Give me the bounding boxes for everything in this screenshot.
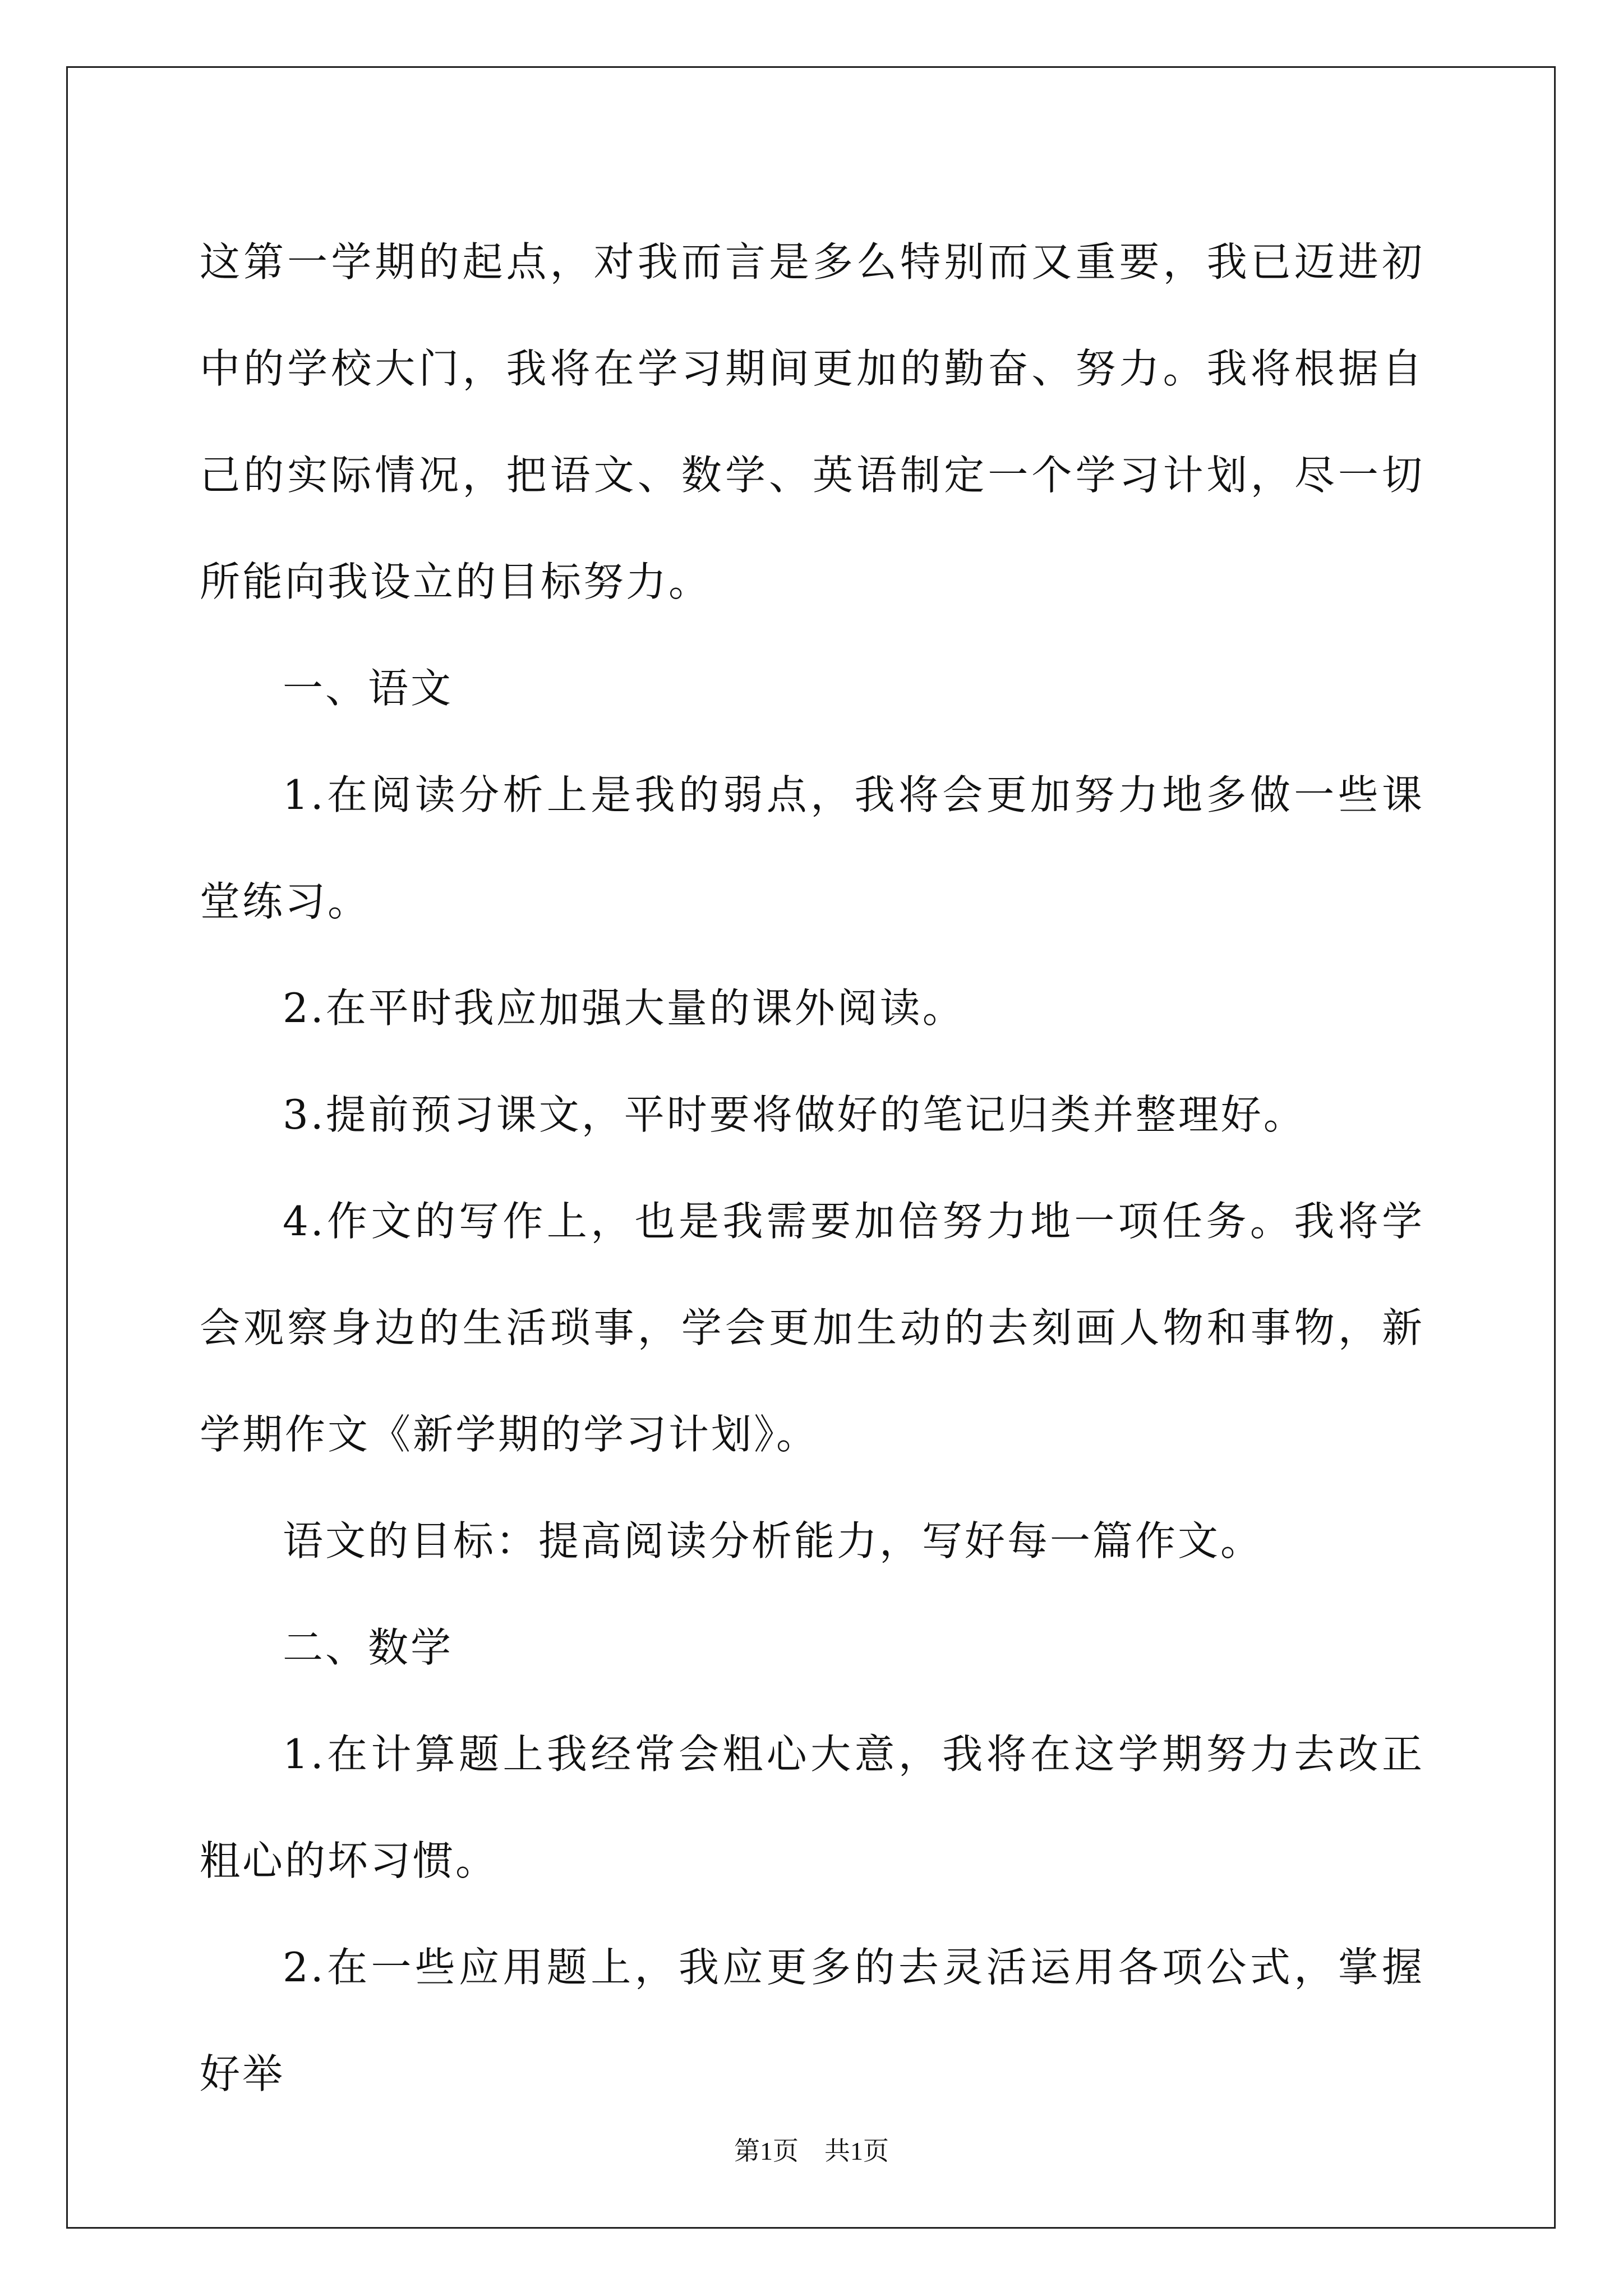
paragraph-math-1: 1.在计算题上我经常会粗心大意，我将在这学期努力去改正粗心的坏习惯。: [200, 1731, 1424, 1884]
paragraph-intro: 这第一学期的起点，对我而言是多么特别而又重要，我已迈进初中的学校大门，我将在学习期间更加的勤奋、努力。我将根据自己的实际情况，把语文、数学、英语制定一个学习计划，尽一切所能向我设立的目标努力。: [200, 238, 1424, 605]
paragraph-chinese-goal: 语文的目标：提高阅读分析能力，写好每一篇作文。: [283, 1517, 1264, 1565]
document-body: [200, 209, 1424, 2127]
paragraph-math-2: 2.在一些应用题上，我应更多的去灵活运用各项公式，掌握好举: [200, 1944, 1424, 2097]
paragraph-chinese-4: 4.作文的写作上，也是我需要加倍努力地一项任务。我将学会观察身边的生活琐事，学会更加生动的去刻画人物和事物，新学期作文《新学期的学习计划》。: [200, 1198, 1424, 1458]
page-footer: 第1页 共1页: [734, 2137, 889, 2165]
paragraph-chinese-1: 1.在阅读分析上是我的弱点，我将会更加努力地多做一些课堂练习。: [200, 771, 1424, 925]
paragraph-chinese-2: 2.在平时我应加强大量的课外阅读。: [283, 984, 965, 1032]
heading-chinese: 一、语文: [283, 665, 454, 712]
paragraph-chinese-3: 3.提前预习课文，平时要将做好的笔记归类并整理好。: [283, 1091, 1306, 1138]
heading-math: 二、数学: [283, 1624, 454, 1671]
